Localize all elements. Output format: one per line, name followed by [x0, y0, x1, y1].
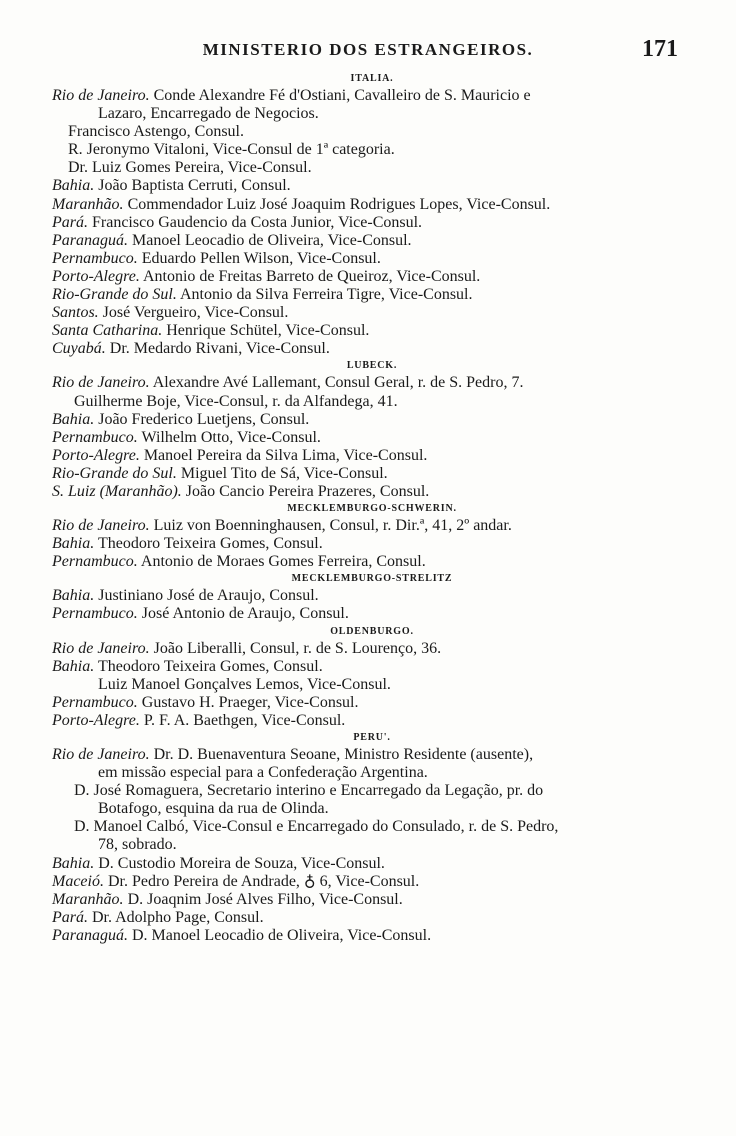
section-heading: MECKLEMBURGO-STRELITZ	[291, 573, 453, 585]
entry-text: D. Joaqnim José Alves Filho, Vice-Consul.	[127, 890, 403, 908]
entry-line	[52, 268, 692, 286]
entry-place: S. Luiz (Maranhão).	[52, 482, 182, 500]
entry-text: P. F. A. Baethgen, Vice-Consul.	[143, 711, 346, 729]
entry-place: Rio de Janeiro.	[52, 517, 150, 535]
entry-line	[52, 411, 692, 429]
entry-text: D. Manoel Calbó, Vice-Consul e Encarregado do Consulado, r. de S. Pedro,	[74, 818, 559, 836]
page-number: 171	[642, 36, 678, 62]
entry-place: Pernambuco.	[52, 428, 138, 446]
entry-text: Theodoro Teixeira Gomes, Consul.	[97, 535, 323, 553]
entry-place: Bahia.	[52, 854, 95, 872]
entry-place: Paranaguá.	[52, 926, 128, 944]
entry-line	[52, 800, 692, 818]
entry-line	[52, 909, 692, 927]
section	[52, 71, 692, 358]
entry-text: Guilherme Boje, Vice-Consul, r. da Alfandega, 41.	[74, 392, 398, 410]
entry-line	[52, 658, 692, 676]
entry-line	[52, 764, 692, 782]
entry-place: Bahia.	[52, 587, 95, 605]
entry-line	[52, 214, 692, 232]
page-header	[0, 36, 736, 64]
entry-line	[52, 587, 692, 605]
entry-text: Henrique Schütel, Vice-Consul.	[166, 322, 370, 340]
entry-line	[52, 746, 692, 764]
entry-line	[52, 517, 692, 535]
entry-place: Rio de Janeiro.	[52, 87, 150, 104]
entry-text: Lazaro, Encarregado de Negocios.	[98, 105, 319, 123]
entry-line	[52, 535, 692, 553]
entry-line	[52, 177, 692, 195]
entry-line	[52, 159, 692, 177]
entry-text: Eduardo Pellen Wilson, Vice-Consul.	[141, 249, 381, 267]
entry-text: Antonio de Freitas Barreto de Queiroz, Vice-Consul.	[142, 267, 481, 285]
entry-text: R. Jeronymo Vitaloni, Vice-Consul de 1ª categoria.	[68, 141, 395, 159]
entry-text: Antonio de Moraes Gomes Ferreira, Consul.	[140, 553, 426, 571]
entry-place: Pernambuco.	[52, 553, 138, 571]
entry-line	[52, 123, 692, 141]
entry-line	[52, 694, 692, 712]
entry-text: Miguel Tito de Sá, Vice-Consul.	[180, 464, 388, 482]
entry-text: Dr. D. Buenaventura Seoane, Ministro Residente (ausente),	[153, 746, 534, 763]
section	[52, 730, 692, 945]
entry-text: José Antonio de Araujo, Consul.	[141, 605, 349, 623]
section	[52, 571, 692, 623]
entry-text: João Baptista Cerruti, Consul.	[98, 177, 291, 195]
entry-text: D. Manoel Leocadio de Oliveira, Vice-Consul.	[132, 926, 432, 944]
entry-place: Rio-Grande do Sul.	[52, 286, 177, 304]
entry-line	[52, 340, 692, 358]
entry-text: Francisco Astengo, Consul.	[68, 123, 244, 141]
entry-text: Luiz von Boenninghausen, Consul, r. Dir.ª, 41, 2º andar.	[153, 517, 512, 535]
entry-place: Pernambuco.	[52, 693, 138, 711]
entry-line	[52, 304, 692, 322]
entry-place: Bahia.	[52, 177, 95, 195]
entry-line	[52, 374, 692, 392]
directory-content	[52, 71, 692, 945]
entry-place: Cuyabá.	[52, 340, 106, 358]
entry-text: Luiz Manoel Gonçalves Lemos, Vice-Consul.	[98, 675, 391, 693]
entry-line	[52, 782, 692, 800]
entry-place: Rio de Janeiro.	[52, 639, 150, 657]
entry-line	[52, 818, 692, 836]
entry-text: Theodoro Teixeira Gomes, Consul.	[97, 657, 323, 675]
entry-line	[52, 393, 692, 411]
section	[52, 624, 692, 730]
entry-place: Maceió.	[52, 872, 104, 890]
entry-line	[52, 927, 692, 945]
section	[52, 358, 692, 501]
entry-place: Santa Catharina.	[52, 322, 163, 340]
entry-place: Pará.	[52, 213, 88, 231]
entry-place: Bahia.	[52, 535, 95, 553]
entry-line	[52, 553, 692, 571]
entry-place: Maranhão.	[52, 195, 124, 213]
entry-text: Alexandre Avé Lallemant, Consul Geral, r. de S. Pedro, 7.	[152, 374, 524, 392]
entry-text: Manoel Leocadio de Oliveira, Vice-Consul.	[132, 231, 412, 249]
entry-text: 78, sobrado.	[98, 836, 177, 854]
entry-place: Pará.	[52, 908, 88, 926]
entry-text: D. José Romaguera, Secretario interino e Encarregado da Legação, pr. do	[74, 782, 544, 800]
entry-place: Porto-Alegre.	[52, 446, 140, 464]
entry-place: Rio-Grande do Sul.	[52, 464, 177, 482]
entry-text: Antonio da Silva Ferreira Tigre, Vice-Consul.	[180, 286, 473, 304]
entry-line	[52, 250, 692, 268]
entry-line	[52, 87, 692, 105]
entry-place: Paranaguá.	[52, 231, 128, 249]
entry-line	[52, 640, 692, 658]
entry-place: Bahia.	[52, 410, 95, 428]
entry-place: Rio de Janeiro.	[52, 746, 150, 763]
entry-line	[52, 286, 692, 304]
entry-text: Dr. Luiz Gomes Pereira, Vice-Consul.	[68, 159, 312, 177]
entry-place: Rio de Janeiro.	[52, 374, 150, 392]
entry-line	[52, 676, 692, 694]
entry-place: Porto-Alegre.	[52, 711, 140, 729]
entry-line	[52, 483, 692, 501]
entry-line	[52, 891, 692, 909]
entry-text: Gustavo H. Praeger, Vice-Consul.	[141, 693, 359, 711]
section-heading: OLDENBURGO.	[330, 625, 414, 637]
entry-place: Maranhão.	[52, 890, 124, 908]
entry-place: Porto-Alegre.	[52, 267, 140, 285]
entry-text: Dr. Medardo Rivani, Vice-Consul.	[109, 340, 330, 358]
entry-text: Wilhelm Otto, Vice-Consul.	[141, 428, 321, 446]
entry-text: José Vergueiro, Vice-Consul.	[102, 304, 289, 322]
entry-text: João Liberalli, Consul, r. de S. Lourenço, 36.	[153, 639, 442, 657]
entry-text: Commendador Luiz José Joaquim Rodrigues Lopes, Vice-Consul.	[127, 195, 551, 213]
entry-line	[52, 873, 692, 891]
entry-line	[52, 105, 692, 123]
entry-text: João Frederico Luetjens, Consul.	[98, 410, 310, 428]
entry-text: D. Custodio Moreira de Souza, Vice-Consul.	[98, 854, 385, 872]
entry-place: Santos.	[52, 304, 99, 322]
running-title: MINISTERIO DOS ESTRANGEIROS.	[202, 40, 534, 59]
entry-line	[52, 855, 692, 873]
entry-line	[52, 322, 692, 340]
entry-text: Justiniano José de Araujo, Consul.	[98, 587, 319, 605]
entry-line	[52, 605, 692, 623]
entry-place: Pernambuco.	[52, 249, 138, 267]
entry-line	[52, 836, 692, 854]
entry-line	[52, 712, 692, 730]
entry-text: Botafogo, esquina da rua de Olinda.	[98, 800, 329, 818]
section-heading: MECKLEMBURGO-SCHWERIN.	[287, 503, 457, 515]
entry-text: João Cancio Pereira Prazeres, Consul.	[185, 482, 430, 500]
entry-text: Conde Alexandre Fé d'Ostiani, Cavalleiro de S. Mauricio e	[153, 87, 531, 104]
entry-line	[52, 196, 692, 214]
entry-text: em missão especial para a Confederação Argentina.	[98, 764, 428, 782]
entry-line	[52, 465, 692, 483]
entry-text: Dr. Pedro Pereira de Andrade, ♁ 6, Vice-Consul.	[107, 872, 420, 890]
section-heading: LUBECK.	[346, 360, 398, 372]
section	[52, 501, 692, 571]
entry-line	[52, 232, 692, 250]
entry-line	[52, 447, 692, 465]
section-heading: PERU'.	[353, 732, 391, 743]
entry-text: Dr. Adolpho Page, Consul.	[92, 908, 264, 926]
entry-line	[52, 141, 692, 159]
entry-line	[52, 429, 692, 447]
entry-place: Bahia.	[52, 657, 95, 675]
entry-place: Pernambuco.	[52, 605, 138, 623]
section-heading: ITALIA.	[350, 73, 394, 84]
entry-text: Manoel Pereira da Silva Lima, Vice-Consul.	[143, 446, 428, 464]
entry-text: Francisco Gaudencio da Costa Junior, Vice-Consul.	[92, 213, 423, 231]
